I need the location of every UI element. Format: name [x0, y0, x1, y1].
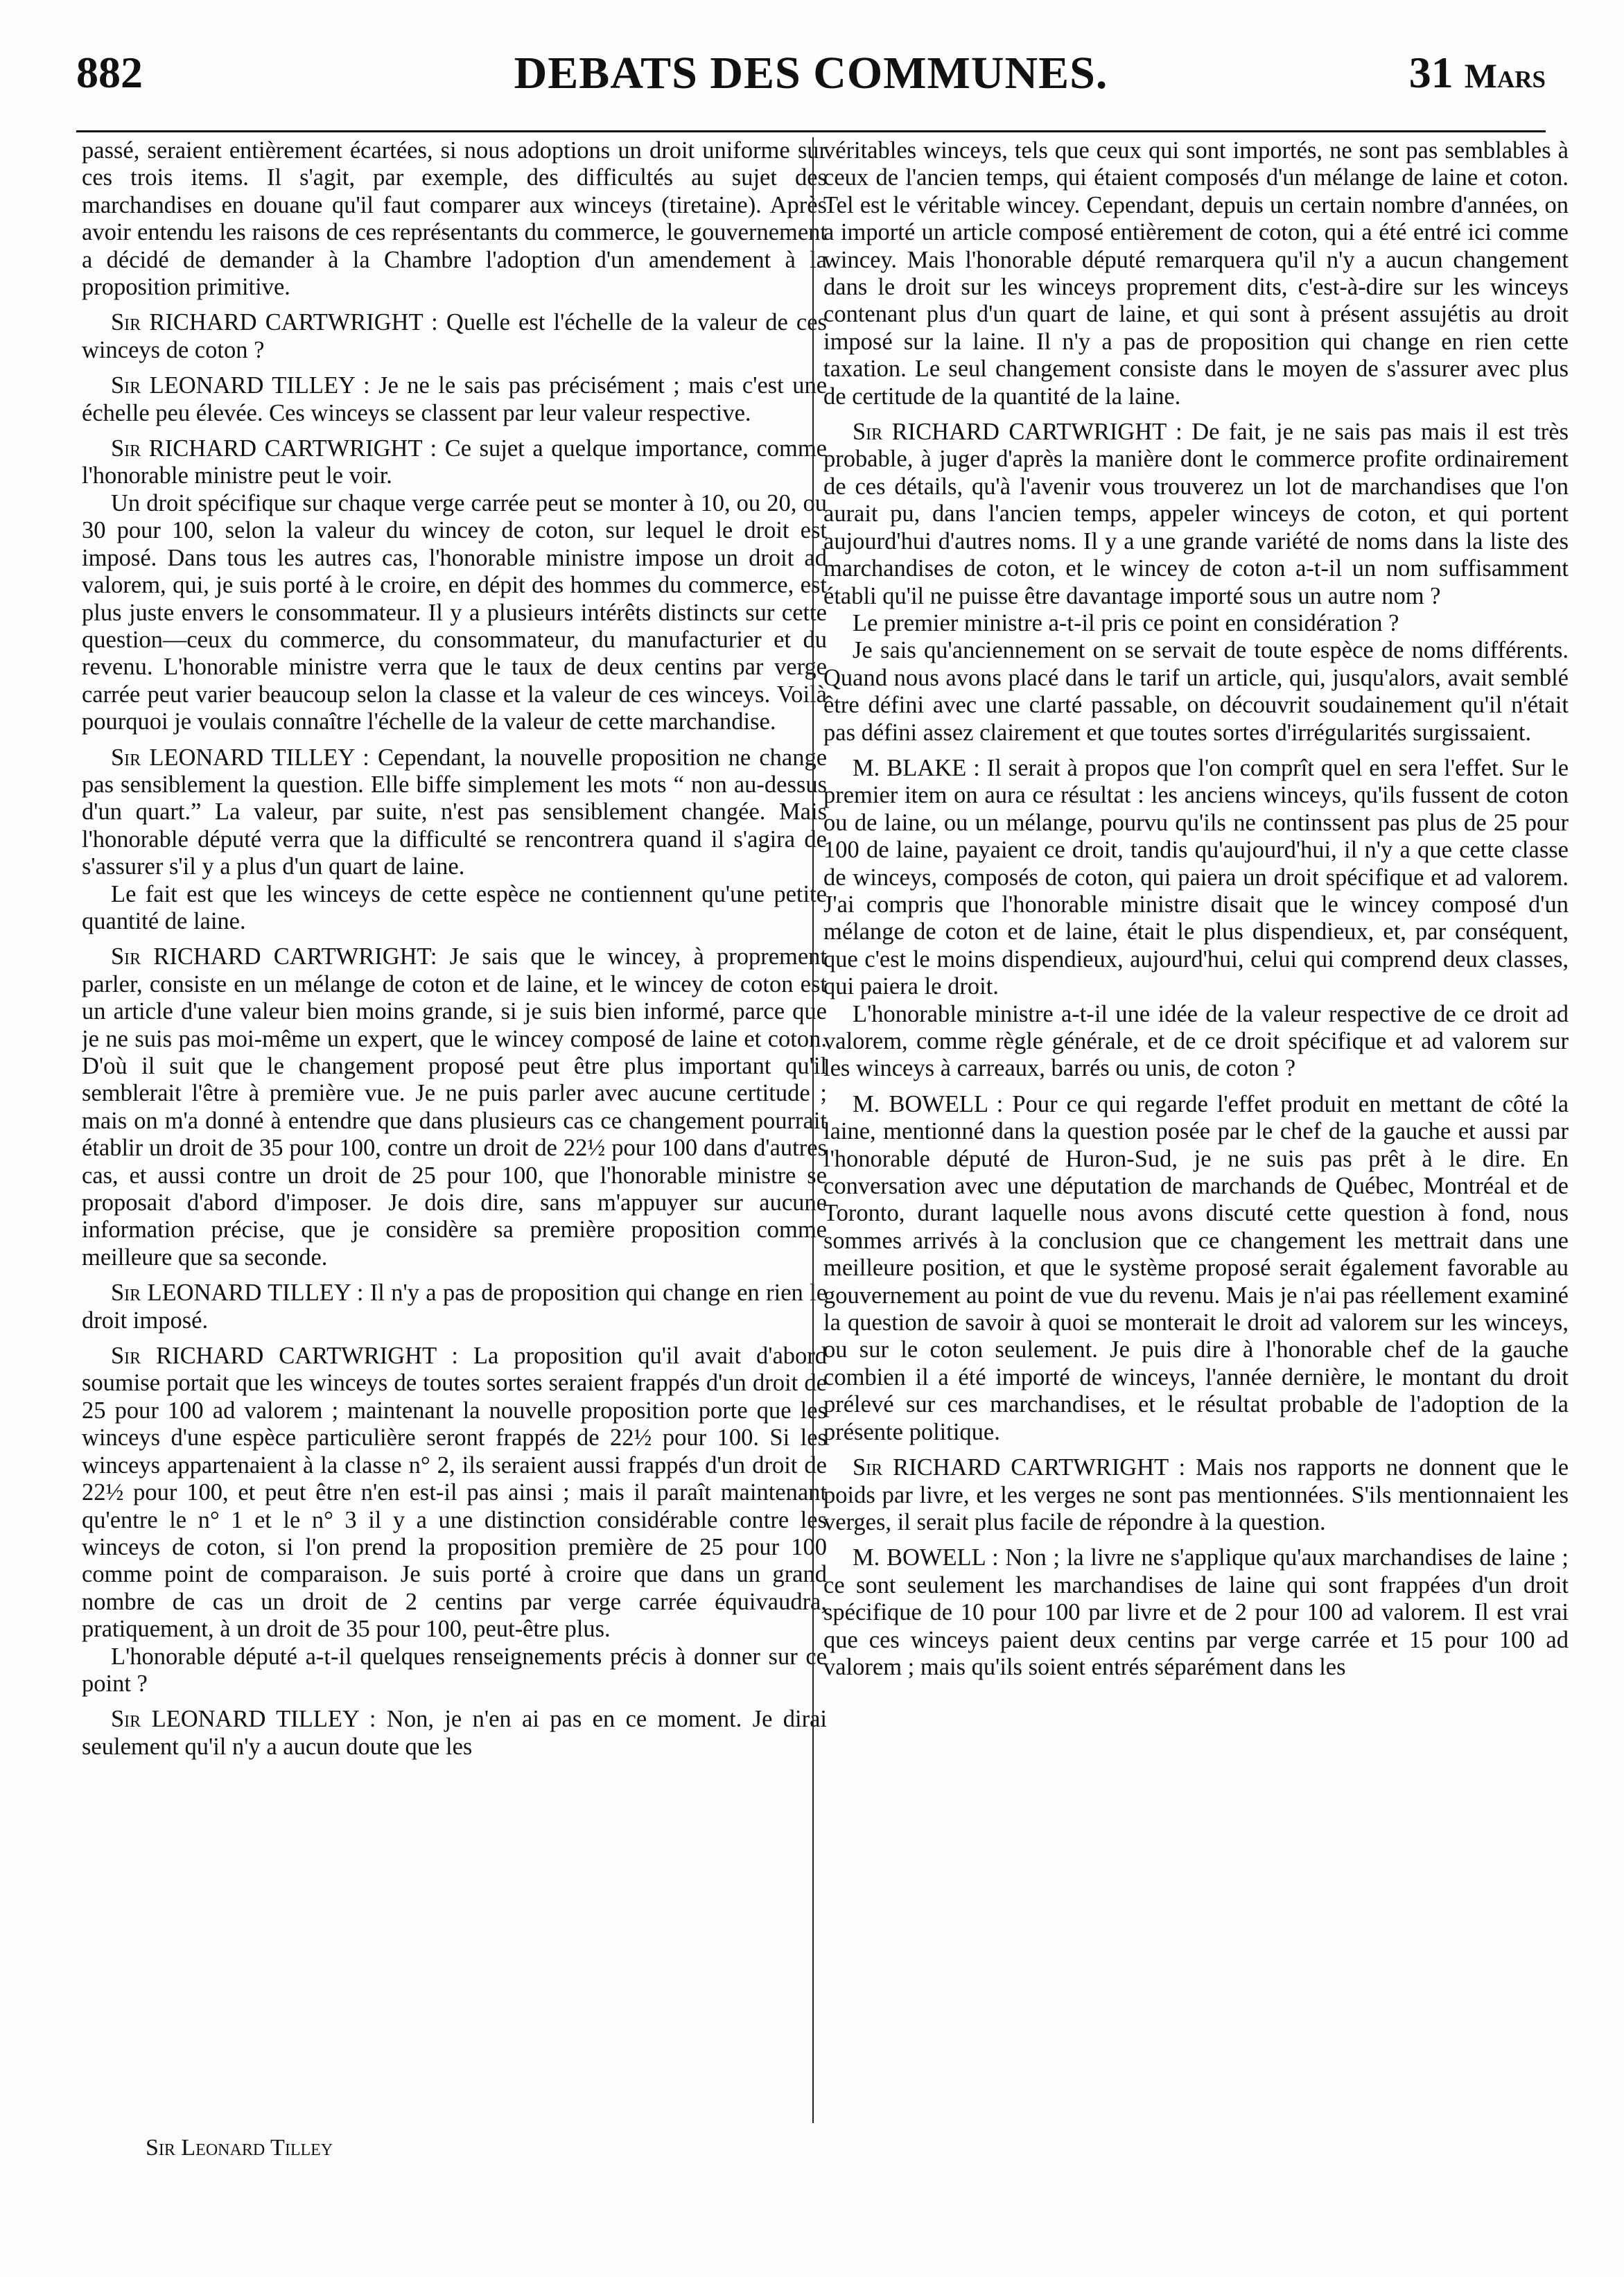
left-column: [82, 137, 827, 2134]
paragraph-text: Pour ce qui regarde l'effet produit en mettant de côté la laine, mentionné dans la question posée par le chef de la gauche et aussi par l'honorable député de Huron-Sud, je ne suis pas prêt à le dire. En conversation avec une députation de marchands de Québec, Montréal et de Toronto, durant laquelle nous avons discuté cette question à fond, nous sommes arrivés à la conclusion que ce changement les mettrait dans une meilleure position, et que le système proposé serait également favorable au gouvernement au point de vue du revenu. Mais je n'ai pas réellement examiné la question de savoir à quoi se monterait le droit ad valorem sur les winceys, ou sur le coton seulement. Je puis dire à l'honorable chef de la gauche combien il a été importé de winceys, l'année dernière, le montant du droit prélevé sur ces marchandises, et le résultat probable de l'adoption de la présente politique.: [823, 1090, 1569, 1445]
paragraph-text: L'honorable ministre a-t-il une idée de la valeur respective de ce droit ad valorem, comme règle générale, et de ce droit spécifique et ad valorem sur les winceys à carreaux, barrés ou unis, de coton ?: [823, 1000, 1569, 1082]
paragraph: [823, 1454, 1569, 1536]
speaker-name: Sir RICHARD CARTWRIGHT:: [111, 943, 437, 970]
speaker-name: Sir RICHARD CARTWRIGHT :: [111, 309, 438, 336]
paragraph: [823, 419, 1569, 610]
paragraph: [82, 1343, 827, 1643]
paragraph-text: Ce sujet a quelque importance, comme l'honorable ministre peut le voir.: [82, 435, 827, 489]
paragraph-text: Un droit spécifique sur chaque verge carrée peut se monter à 10, ou 20, ou 30 pour 100, selon la valeur du wincey de coton, sur lequel le droit est imposé. Dans tous les autres cas, l'honorable ministre impose un droit ad valorem, qui, je suis porté à le croire, en dépit des hommes du commerce, est plus juste envers le consommateur. Il y a plusieurs intérêts distincts sur cette question—ceux du commerce, du consommateur, du manufacturier et du revenu. L'honorable ministre verra que le taux de deux centins par verge carrée peut varier beaucoup selon la classe et la valeur de ces winceys. Voilà pourquoi je voulais connaître l'échelle de la valeur de cette marchandise.: [82, 489, 827, 735]
paragraph: [823, 755, 1569, 1001]
speaker-name: Sir RICHARD CARTWRIGHT :: [111, 435, 437, 462]
paragraph-text: passé, seraient entièrement écartées, si nous adoptions un droit uniforme sur ces trois items. Il s'agit, par exemple, des difficultés au sujet des marchandises en douane qu'il faut comparer aux winceys (tiretaine). Après avoir entendu les raisons de ces représentants du commerce, le gouvernement a décidé de demander à la Chambre l'adoption d'un amendement à la proposition primitive.: [82, 137, 827, 301]
paragraph-text: La proposition qu'il avait d'abord soumise portait que les winceys de toutes sortes seraient frappés d'un droit de 25 pour 100 ad valorem ; maintenant la nouvelle proposition porte que les winceys d'une espèce particulière seront frappés de 22½ pour 100. Si les winceys appartenaient à la classe n° 2, ils seraient aussi frappés d'un droit de 22½ pour 100, et peut être n'en est-il pas ainsi ; mais il paraît maintenant qu'entre le n° 1 et le n° 3 il y a une distinction considérable contre les winceys de coton, si l'on prend la proposition première de 25 pour 100 comme point de comparaison. Je suis porté à croire que dans un grand nombre de cas un droit de 2 centins par verge carrée équivaudra, pratiquement, à un droit de 35 pour 100, peut-être plus.: [82, 1343, 827, 1643]
paragraph-text: L'honorable député a-t-il quelques renseignements précis à donner sur ce point ?: [82, 1643, 827, 1697]
paragraph-text: Non ; la livre ne s'applique qu'aux marchandises de laine ; ce sont seulement les marchandises de laine qui sont frappées d'un droit spécifique de 10 pour 100 par livre et de 2 pour 100 ad valorem. Il est vrai que ces winceys paient deux centins par verge carrée et 15 pour 100 ad valorem ; mais qu'ils soient entrés séparément dans les: [823, 1544, 1569, 1680]
column-divider: [812, 137, 814, 2123]
paragraph-text: véritables winceys, tels que ceux qui sont importés, ne sont pas semblables à ceux de l'ancien temps, qui étaient composés d'un mélange de laine et coton. Tel est le véritable wincey. Cependant, depuis un certain nombre d'années, on a importé un article composé entièrement de coton, qui a été entré ici comme wincey. Mais l'honorable député remarquera qu'il n'y a aucun changement dans le droit sur les winceys proprement dits, c'est-à-dire sur les winceys contenant plus d'un quart de laine, et qui sont à présent assujétis au droit imposé sur la laine. Il n'y a pas de proposition qui change en rien cette taxation. Le seul changement consiste dans le moyen de s'assurer avec plus de certitude de la quantité de la laine.: [823, 137, 1569, 410]
page-title: DEBATS DES COMMUNES.: [514, 48, 1108, 98]
speaker-name: Sir LEONARD TILLEY :: [111, 1706, 376, 1733]
paragraph-text: Non, je n'en ai pas en ce moment. Je dirai seulement qu'il n'y a aucun doute que les: [82, 1706, 827, 1760]
paragraph-text: Mais nos rapports ne donnent que le poids par livre, et les verges ne sont pas mentionnées. S'ils mentionnaient les verges, il serait plus facile de répondre à la question.: [823, 1454, 1569, 1535]
page-date: [1409, 47, 1546, 98]
paragraph-text: Cependant, la nouvelle proposition ne change pas sensiblement la question. Elle biffe simplement les mots “ non au-dessus d'un quart.” La valeur, par suite, n'est pas sensiblement changée. Mais l'honorable député verra que la difficulté se rencontrera quand il s'agira de s'assurer s'il y a plus d'un quart de laine.: [82, 744, 827, 880]
speaker-name: Sir LEONARD TILLEY :: [111, 372, 370, 399]
paragraph: [82, 309, 827, 364]
paragraph: [82, 435, 827, 490]
page-number: 882: [76, 48, 143, 97]
footer-signature: Sir Leonard Tilley: [146, 2135, 333, 2161]
paragraph-text: Il n'y a pas de proposition qui change en rien le droit imposé.: [82, 1280, 827, 1334]
speaker-name: M. BOWELL :: [853, 1090, 1004, 1117]
paragraph: [82, 1643, 827, 1698]
paragraph: [82, 1280, 827, 1334]
page-header: [76, 47, 1546, 103]
paragraph: [823, 1091, 1569, 1446]
paragraph: [82, 744, 827, 881]
paragraph-text: Le premier ministre a-t-il pris ce point en considération ?: [853, 609, 1399, 636]
paragraph-text: Je sais que le wincey, à proprement parler, consiste en un mélange de coton et de laine, et le wincey de coton est un article d'une valeur bien moins grande, si je suis bien informé, parce que je ne suis pas moi-même un expert, que le wincey composé de laine et coton. D'où il suit que le changement proposé peut être plus important qu'il semblerait l'être à première vue. Je ne puis parler avec aucune certitude ; mais on m'a donné à entendre que dans plusieurs cas ce changement pourrait établir un droit de 35 pour 100, contre un droit de 22½ pour 100 dans d'autres cas, et aussi contre un droit de 25 pour 100, que l'honorable ministre se proposait d'abord d'imposer. Je dois dire, sans m'appuyer sur aucune information précise, que je considère sa première proposition comme meilleure que sa seconde.: [82, 943, 827, 1271]
paragraph: [82, 137, 827, 301]
date-day: 31: [1408, 48, 1453, 97]
speaker-name: M. BOWELL :: [853, 1544, 999, 1571]
paragraph: [823, 610, 1569, 637]
paragraph-text: Je sais qu'anciennement on se servait de toute espèce de noms différents. Quand nous avons placé dans le tarif un article, qui, jusqu'alors, avait semblé être défini avec une clarté passable, on découvrit soudainement qu'il n'était pas défini assez clairement et que toutes sortes d'irrégularités surgissaient.: [823, 637, 1569, 746]
speaker-name: M. BLAKE :: [853, 754, 980, 781]
speaker-name: Sir RICHARD CARTWRIGHT :: [853, 1454, 1186, 1481]
date-month: Mars: [1464, 56, 1546, 95]
speaker-name: Sir RICHARD CARTWRIGHT :: [853, 419, 1182, 446]
paragraph: [82, 1706, 827, 1761]
paragraph-text: Quelle est l'échelle de la valeur de ces winceys de coton ?: [82, 309, 827, 363]
paragraph: [823, 1544, 1569, 1681]
paragraph-text: De fait, je ne sais pas mais il est très probable, à juger d'après la manière dont le commerce profite ordinairement de ces détails, qu'à l'avenir vous trouverez un lot de marchandises que l'on aurait pu, dans l'ancien temps, appeler winceys de coton, et qui portent aujourd'hui d'autres noms. Il y a une grande variété de noms dans la liste des marchandises de coton, et le wincey de coton a-t-il un nom suffisamment établi qu'il ne puisse être davantage importé sous un autre nom ?: [823, 419, 1569, 609]
paragraph: [823, 1001, 1569, 1083]
paragraph: [82, 943, 827, 1271]
paragraph-text: Le fait est que les winceys de cette espèce ne contiennent qu'une petite quantité de laine.: [82, 880, 827, 934]
right-column: [823, 137, 1569, 2134]
speaker-name: Sir LEONARD TILLEY :: [111, 1280, 364, 1307]
paragraph-text: Il serait à propos que l'on comprît quel en sera l'effet. Sur le premier item on aura ce résultat : les anciens winceys, qu'ils fussent de coton ou de laine, ou un mélange, pourvu qu'ils ne continssent pas plus de 25 pour 100 de laine, payaient ce droit, tandis qu'aujourd'hui, il n'y a que cette classe de winceys, composés de coton, qui paiera un droit spécifique et ad valorem. J'ai compris que l'honorable ministre disait que le wincey composé d'un mélange de coton et de laine, était le plus dispendieux, et, par conséquent, que c'est le moins dispendieux, aujourd'hui, celui qui comprend deux classes, qui paiera le droit.: [823, 754, 1569, 1000]
header-rule: [76, 130, 1546, 132]
paragraph: [82, 490, 827, 736]
paragraph: [823, 137, 1569, 410]
paragraph: [82, 372, 827, 427]
speaker-name: Sir RICHARD CARTWRIGHT :: [111, 1343, 459, 1370]
paragraph-text: Je ne le sais pas précisément ; mais c'est une échelle peu élevée. Ces winceys se classent par leur valeur respective.: [82, 372, 827, 426]
paragraph: [823, 637, 1569, 747]
speaker-name: Sir LEONARD TILLEY :: [111, 744, 369, 771]
paragraph: [82, 881, 827, 936]
